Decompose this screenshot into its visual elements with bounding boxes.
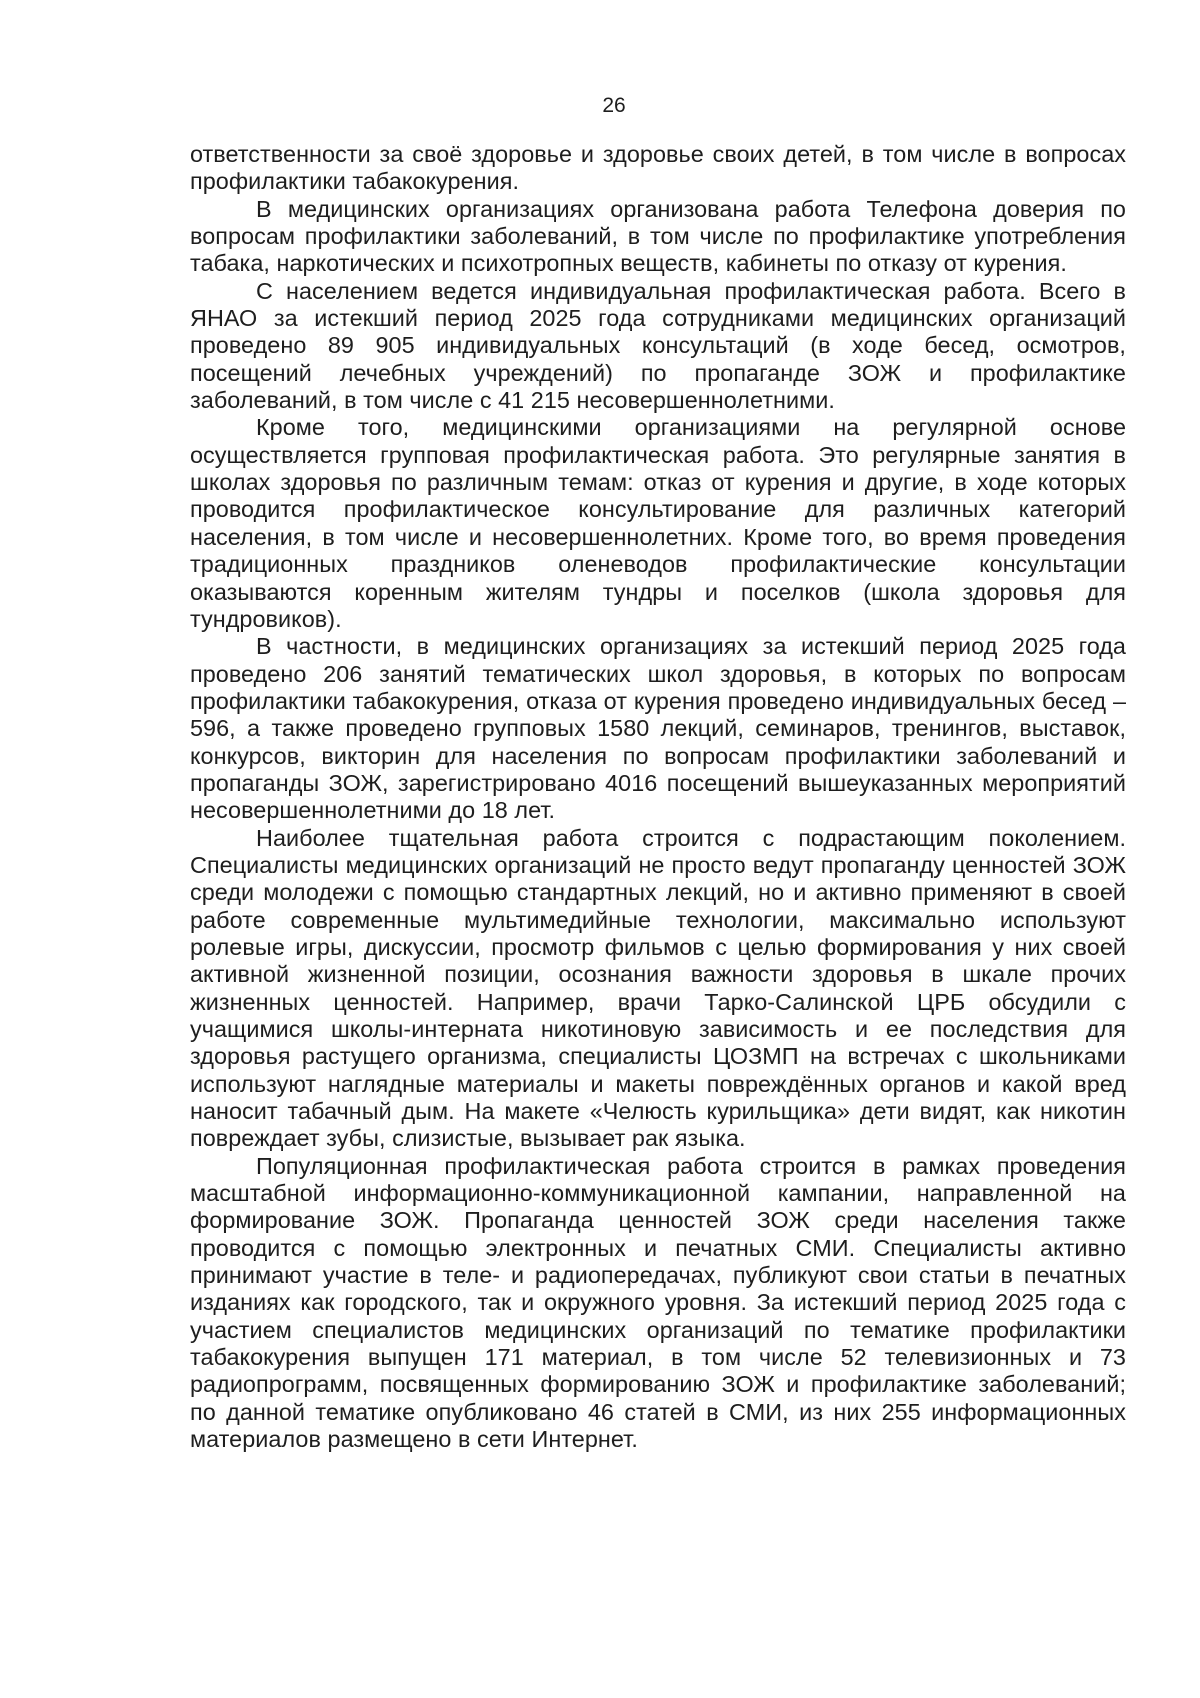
- document-body: [190, 141, 1126, 1454]
- paragraph-youth-work: Наиболее тщательная работа строится с подрастающим поколением. Специалисты медицинских организаций не просто ведут пропаганду ценностей ЗОЖ среди молодежи с помощью стандартных лекций, но и активно применяют в своей работе современные мультимедийные технологии, максимально используют ролевые игры, дискуссии, просмотр фильмов с целью формирования у них своей активной жизненной позиции, осознания важности здоровья в шкале прочих жизненных ценностей. Например, врачи Тарко-Салинской ЦРБ обсудили с учащимися школы-интерната никотиновую зависимость и ее последствия для здоровья растущего организма, специалисты ЦОЗМП на встречах с школьниками используют наглядные материалы и макеты повреждённых органов и какой вред наносит табачный дым. На макете «Челюсть курильщика» дети видят, как никотин повреждает зубы, слизистые, вызывает рак языка.: [190, 824, 1126, 1152]
- paragraph-continuation: ответственности за своё здоровье и здоровье своих детей, в том числе в вопросах профилактики табакокурения.: [190, 141, 1126, 195]
- paragraph-health-schools: В частности, в медицинских организациях за истекший период 2025 года проведено 206 занятий тематических школ здоровья, в которых по вопросам профилактики табакокурения, отказа от курения проведено индивидуальных бесед – 596, а также проведено групповых 1580 лекций, семинаров, тренингов, выставок, конкурсов, викторин для населения по вопросам профилактики заболеваний и пропаганды ЗОЖ, зарегистрировано 4016 посещений вышеуказанных мероприятий несовершеннолетними до 18 лет.: [190, 633, 1126, 824]
- page-number: 26: [602, 94, 626, 117]
- paragraph-group-work: Кроме того, медицинскими организациями на регулярной основе осуществляется групповая профилактическая работа. Это регулярные занятия в школах здоровья по различным темам: отказ от курения и другие, в ходе которых проводится профилактическое консультирование для различных категорий населения, в том числе и несовершеннолетних. Кроме того, во время проведения традиционных праздников оленеводов профилактические консультации оказываются коренным жителям тундры и поселков (школа здоровья для тундровиков).: [190, 414, 1126, 632]
- paragraph-population-work: Популяционная профилактическая работа строится в рамках проведения масштабной информационно-коммуникационной кампании, направленной на формирование ЗОЖ. Пропаганда ценностей ЗОЖ среди населения также проводится с помощью электронных и печатных СМИ. Специалисты активно принимают участие в теле- и радиопередачах, публикуют свои статьи в печатных изданиях как городского, так и окружного уровня. За истекший период 2025 года с участием специалистов медицинских организаций по тематике профилактики табакокурения выпущен 171 материал, в том числе 52 телевизионных и 73 радиопрограмм, посвященных формированию ЗОЖ и профилактике заболеваний; по данной тематике опубликовано 46 статей в СМИ, из них 255 информационных материалов размещено в сети Интернет.: [190, 1152, 1126, 1453]
- paragraph-trust-hotline: В медицинских организациях организована работа Телефона доверия по вопросам профилактики заболеваний, в том числе по профилактике употребления табака, наркотических и психотропных веществ, кабинеты по отказу от курения.: [190, 195, 1126, 277]
- paragraph-individual-work: С населением ведется индивидуальная профилактическая работа. Всего в ЯНАО за истекший период 2025 года сотрудниками медицинских организаций проведено 89 905 индивидуальных консультаций (в ходе бесед, осмотров, посещений лечебных учреждений) по пропаганде ЗОЖ и профилактике заболеваний, в том числе с 41 215 несовершеннолетними.: [190, 277, 1126, 414]
